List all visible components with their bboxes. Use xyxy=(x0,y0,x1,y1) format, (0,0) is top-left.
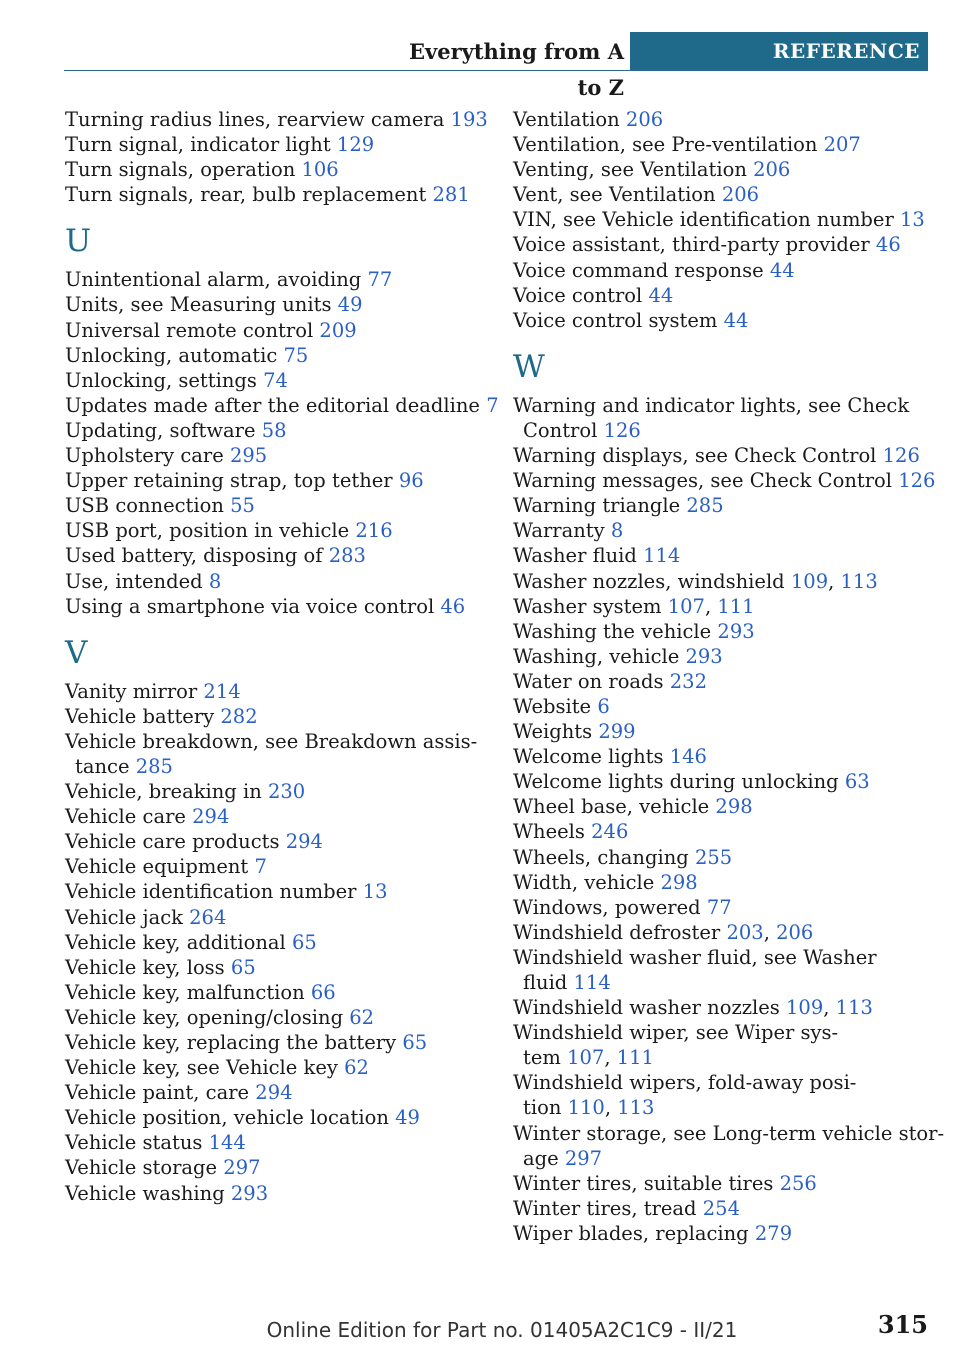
page-reference-link[interactable]: 206 xyxy=(776,920,814,944)
page-reference-link[interactable]: 13 xyxy=(899,208,925,232)
index-entry xyxy=(65,779,485,804)
page-reference-link[interactable]: 297 xyxy=(223,1156,261,1180)
page-reference-link[interactable]: 283 xyxy=(328,544,366,568)
header-rule xyxy=(64,70,928,71)
index-entry xyxy=(513,619,933,644)
page-reference-link[interactable]: 216 xyxy=(355,519,393,543)
index-entry-text: Washer system xyxy=(513,594,662,618)
index-entry xyxy=(65,518,485,543)
index-entry-text: Windshield washer nozzles xyxy=(513,996,780,1020)
page-reference-link[interactable]: 109 xyxy=(790,569,829,593)
index-entry xyxy=(513,845,933,870)
index-entry xyxy=(65,292,485,317)
page-reference-link[interactable]: 77 xyxy=(706,895,732,919)
index-entry-text: Upholstery care xyxy=(65,444,224,468)
page-reference-link[interactable]: 129 xyxy=(336,133,375,157)
index-entry-text: Warning and indicator lights, see Check xyxy=(513,393,910,417)
index-entry xyxy=(513,308,933,333)
page-reference-link[interactable]: 264 xyxy=(189,905,227,929)
index-entry xyxy=(513,694,933,719)
index-entry xyxy=(513,468,936,493)
index-entry: Washer nozzles, windshield 109, 113 xyxy=(513,569,878,593)
page-reference-link[interactable]: 110 xyxy=(567,1096,605,1120)
index-entry xyxy=(65,1181,485,1206)
page-reference-link[interactable]: 246 xyxy=(591,820,629,844)
page-reference-link[interactable]: 232 xyxy=(669,669,707,693)
index-entry xyxy=(513,107,933,132)
index-entry xyxy=(65,393,499,418)
page-reference-link[interactable]: 114 xyxy=(573,971,611,994)
index-entry-text: Washing the vehicle xyxy=(513,619,712,643)
index-entry xyxy=(513,518,933,543)
index-entry-text: Weights xyxy=(513,720,593,744)
index-entry xyxy=(513,493,933,518)
index-entry-text: Wheel base, vehicle xyxy=(513,795,710,819)
index-entry-text: Vehicle key, replacing the battery xyxy=(65,1031,397,1054)
index-entry-text: Washer fluid xyxy=(513,544,637,568)
page-reference-link[interactable]: 44 xyxy=(723,308,749,332)
page-reference-link[interactable]: 203 xyxy=(726,920,764,944)
index-entry-text: Vehicle key, see Vehicle key xyxy=(65,1056,338,1080)
index-entry xyxy=(65,368,485,393)
index-entry xyxy=(65,107,488,132)
page-reference-link[interactable]: 214 xyxy=(203,679,241,703)
index-entry-text: Updates made after the editorial deadline xyxy=(65,393,480,417)
page-reference-link[interactable]: 114 xyxy=(643,544,681,568)
page-reference-link[interactable]: 294 xyxy=(192,805,230,829)
index-entry xyxy=(65,157,485,182)
index-entry xyxy=(513,543,933,568)
page-reference-link[interactable]: 282 xyxy=(220,704,258,728)
index-entry xyxy=(65,905,485,930)
index-entry-text: Windshield wipers, fold-away posi- xyxy=(513,1071,857,1095)
index-entry-text: Vehicle storage xyxy=(65,1156,218,1180)
index-entry-text: Vent, see Ventilation xyxy=(513,183,716,207)
page-reference-link[interactable]: 107 xyxy=(567,1046,605,1070)
index-entry-text: Ventilation, see Pre-ventilation xyxy=(513,133,818,157)
index-entry-text: Windows, powered xyxy=(513,895,701,919)
page-reference-link[interactable]: 113 xyxy=(835,996,873,1020)
index-entry-text: Water on roads xyxy=(513,669,664,693)
index-column-right xyxy=(513,107,945,1246)
page-reference-link[interactable]: 146 xyxy=(669,745,707,769)
index-entry-text: Ventilation xyxy=(513,108,620,131)
index-entry-text: Washer nozzles, windshield xyxy=(513,569,785,593)
page-reference-link[interactable]: 77 xyxy=(367,268,393,292)
index-entry xyxy=(65,418,485,443)
page-reference-link[interactable]: 44 xyxy=(648,283,674,307)
index-entry xyxy=(65,679,485,704)
index-entry xyxy=(65,1080,485,1105)
index-entry-text: Vehicle key, additional xyxy=(65,930,286,954)
index-entry-text: Vehicle key, opening/closing xyxy=(65,1005,344,1029)
index-entry xyxy=(513,393,933,443)
index-entry: Windshield washer nozzles 109, 113 xyxy=(513,996,873,1020)
index-entry xyxy=(513,945,933,995)
index-entry xyxy=(513,1121,945,1171)
index-entry xyxy=(513,1196,933,1221)
index-entry-text: USB connection xyxy=(65,494,224,518)
index-entry-text: Vehicle paint, care xyxy=(65,1081,250,1105)
page-reference-link[interactable]: 113 xyxy=(617,1096,655,1120)
index-entry xyxy=(65,594,485,619)
page-reference-link[interactable]: 74 xyxy=(263,368,288,392)
index-entry xyxy=(65,318,485,343)
index-entry xyxy=(65,1055,485,1080)
index-entry-text: Units, see Measuring units xyxy=(65,293,332,317)
page-reference-link[interactable]: 299 xyxy=(598,720,636,744)
index-entry-text: Turn signals, rear, bulb replacement xyxy=(65,183,427,207)
index-entry xyxy=(65,569,485,594)
index-entry xyxy=(65,132,485,157)
page-reference-link[interactable]: 126 xyxy=(882,444,920,468)
index-entry-text: Website xyxy=(513,694,592,718)
index-entry-text: Turn signals, operation xyxy=(65,158,296,182)
index-entry xyxy=(513,182,933,207)
index-entry-text: Warning triangle xyxy=(513,494,681,518)
index-entry xyxy=(513,644,933,669)
index-entry-text: Vehicle, breaking in xyxy=(65,780,262,804)
index-entry-text: Warning messages, see Check Control xyxy=(513,469,893,493)
index-entry-text: Vehicle breakdown, see Breakdown assis- xyxy=(65,729,478,753)
index-entry-text: Vehicle jack xyxy=(65,905,183,929)
index-entry-text: Vehicle battery xyxy=(65,704,215,728)
page-reference-link[interactable]: 8 xyxy=(610,519,624,543)
index-entry xyxy=(513,207,933,232)
index-entry-text: fluid xyxy=(523,971,568,994)
index-entry-text: Venting, see Ventilation xyxy=(513,158,747,182)
index-entry-text: Welcome lights during unlocking xyxy=(513,770,839,794)
index-entry-text: Vanity mirror xyxy=(65,679,198,703)
index-entry xyxy=(513,870,933,895)
index-entry xyxy=(65,443,485,468)
index-entry-text: Welcome lights xyxy=(513,745,664,769)
index-entry xyxy=(65,182,485,207)
page-reference-link[interactable]: 65 xyxy=(402,1031,428,1054)
index-entry xyxy=(65,930,485,955)
index-entry-text: Control xyxy=(523,418,598,442)
page-reference-link[interactable]: 209 xyxy=(319,318,357,342)
page-reference-link[interactable]: 46 xyxy=(440,594,466,618)
index-entry xyxy=(65,829,485,854)
index-entry: Washer system 107, 111 xyxy=(513,594,755,618)
index-entry-text: Unlocking, settings xyxy=(65,368,257,392)
index-entry-text: Winter tires, suitable tires xyxy=(513,1171,774,1195)
page-reference-link[interactable]: 279 xyxy=(754,1221,793,1245)
index-entry xyxy=(65,804,485,829)
index-entry xyxy=(513,1221,933,1246)
index-entry xyxy=(65,1030,485,1055)
index-entry-text: Windshield wiper, see Wiper sys- xyxy=(513,1021,839,1045)
index-entry xyxy=(513,895,933,920)
index-entry xyxy=(65,543,485,568)
page-reference-link[interactable]: 285 xyxy=(135,754,173,778)
page-reference-link[interactable]: 293 xyxy=(685,644,723,668)
page-reference-link[interactable]: 297 xyxy=(564,1146,603,1170)
index-entry-text: Turning radius lines, rearview camera xyxy=(65,108,445,131)
index-entry-text: Unintentional alarm, avoiding xyxy=(65,268,362,292)
page-reference-link[interactable]: 49 xyxy=(395,1106,420,1130)
index-entry-text: VIN, see Vehicle identification number xyxy=(513,208,894,232)
page-reference-link[interactable]: 66 xyxy=(310,980,336,1004)
index-entry-text: Using a smartphone via voice control xyxy=(65,594,435,618)
section-letter: W xyxy=(513,348,545,385)
page-reference-link[interactable]: 111 xyxy=(717,594,755,618)
page-reference-link[interactable]: 298 xyxy=(660,870,698,894)
index-entry xyxy=(513,1171,933,1196)
index-entry-text: Vehicle washing xyxy=(65,1181,225,1205)
index-entry xyxy=(513,769,933,794)
index-entry-text: Washing, vehicle xyxy=(513,644,680,668)
index-entry-text: Used battery, disposing of xyxy=(65,544,323,568)
index-entry-text: Turn signal, indicator light xyxy=(65,133,331,157)
index-entry-text: Vehicle care xyxy=(65,805,186,829)
index-entry xyxy=(65,729,485,779)
index-entry xyxy=(513,283,933,308)
page-reference-link[interactable]: 107 xyxy=(667,594,705,618)
index-entry xyxy=(65,704,485,729)
index-entry xyxy=(65,854,485,879)
index-entry-text: Vehicle status xyxy=(65,1131,203,1155)
page-reference-link[interactable]: 62 xyxy=(349,1005,375,1029)
index-entry-text: Width, vehicle xyxy=(513,870,655,894)
index-entry-text: Use, intended xyxy=(65,569,203,593)
index-entry xyxy=(513,794,933,819)
index-entry-text: tance xyxy=(75,754,130,778)
index-entry xyxy=(65,879,485,904)
page-reference-link[interactable]: 207 xyxy=(823,133,861,157)
page-reference-link[interactable]: 144 xyxy=(208,1131,246,1155)
page-reference-link[interactable]: 7 xyxy=(486,393,499,417)
index-entry: Windshield defroster 203, 206 xyxy=(513,920,814,944)
page-reference-link[interactable]: 294 xyxy=(255,1081,293,1105)
index-entry-text: tion xyxy=(523,1096,562,1120)
index-entry-text: age xyxy=(523,1146,559,1170)
header-title: Everything from A to Z xyxy=(409,39,624,100)
page-reference-link[interactable]: 65 xyxy=(230,955,256,979)
index-entry xyxy=(65,493,485,518)
page-reference-link[interactable]: 230 xyxy=(267,780,306,804)
index-entry xyxy=(65,1105,485,1130)
index-entry: Windshield wipers, fold-away posi- tion 110, 113 xyxy=(513,1071,857,1120)
page-reference-link[interactable]: 106 xyxy=(301,158,339,182)
page-reference-link[interactable]: 62 xyxy=(344,1056,369,1080)
index-entry-text: Wheels, changing xyxy=(513,845,689,869)
page-reference-link[interactable]: 49 xyxy=(337,293,363,317)
page-reference-link[interactable]: 109 xyxy=(786,996,824,1020)
page-reference-link[interactable]: 96 xyxy=(398,469,424,493)
page-reference-link[interactable]: 206 xyxy=(753,158,791,182)
page-reference-link[interactable]: 75 xyxy=(283,343,309,367)
index-entry-text: Vehicle position, vehicle location xyxy=(65,1106,389,1130)
index-entry-text: USB port, position in vehicle xyxy=(65,519,350,543)
page-reference-link[interactable]: 126 xyxy=(898,469,936,493)
index-entry xyxy=(65,267,485,292)
page-reference-link[interactable]: 293 xyxy=(230,1181,269,1205)
page-reference-link[interactable]: 65 xyxy=(291,930,317,954)
index-entry-text: Voice control system xyxy=(513,308,718,332)
index-entry xyxy=(65,980,485,1005)
index-entry-text: Vehicle key, malfunction xyxy=(65,980,305,1004)
page-reference-link[interactable]: 206 xyxy=(625,108,664,131)
page-reference-link[interactable]: 55 xyxy=(230,494,255,518)
index-entry-text: Warranty xyxy=(513,519,605,543)
index-entry-text: Vehicle care products xyxy=(65,830,280,854)
index-entry xyxy=(513,669,933,694)
page-reference-link[interactable]: 255 xyxy=(694,845,733,869)
page-reference-link[interactable]: 111 xyxy=(616,1046,654,1070)
index-entry-text: Wheels xyxy=(513,820,585,844)
header-section-tab: REFERENCE xyxy=(630,32,928,70)
page-reference-link[interactable]: 6 xyxy=(597,694,610,718)
page-reference-link[interactable]: 58 xyxy=(261,418,287,442)
page-reference-link[interactable]: 113 xyxy=(840,569,878,593)
page-reference-link[interactable]: 193 xyxy=(450,108,488,131)
page-reference-link[interactable]: 256 xyxy=(779,1171,817,1195)
index-entry-text: Upper retaining strap, top tether xyxy=(65,469,393,493)
section-letter: V xyxy=(65,634,88,671)
index-entry-text: Updating, software xyxy=(65,418,256,442)
index-entry xyxy=(513,719,933,744)
index-entry-text: Vehicle key, loss xyxy=(65,955,225,979)
page-reference-link[interactable]: 44 xyxy=(769,258,795,282)
index-entry-text: Unlocking, automatic xyxy=(65,343,278,367)
index-entry-text: Vehicle equipment xyxy=(65,855,249,879)
index-entry xyxy=(513,744,933,769)
page-reference-link[interactable]: 8 xyxy=(208,569,222,593)
page-reference-link[interactable]: 63 xyxy=(844,770,870,794)
page-reference-link[interactable]: 295 xyxy=(229,444,268,468)
page-reference-link[interactable]: 46 xyxy=(875,233,901,257)
page-reference-link[interactable]: 285 xyxy=(686,494,724,518)
index-entry xyxy=(513,258,933,283)
page-number: 315 xyxy=(877,1310,928,1339)
index-entry-text: Voice command response xyxy=(513,258,764,282)
index-entry xyxy=(65,343,485,368)
page-reference-link[interactable]: 293 xyxy=(717,619,755,643)
index-entry-text: Warning displays, see Check Control xyxy=(513,444,877,468)
page-reference-link[interactable]: 13 xyxy=(362,880,388,904)
page-reference-link[interactable]: 206 xyxy=(721,183,760,207)
page-reference-link[interactable]: 298 xyxy=(715,795,753,819)
index-column-left xyxy=(65,107,499,1206)
index-entry-text: Windshield defroster xyxy=(513,920,721,944)
index-entry: Windshield wiper, see Wiper sys- tem 107, 111 xyxy=(513,1021,839,1070)
index-entry xyxy=(513,157,933,182)
index-entry xyxy=(513,819,933,844)
index-entry-text: tem xyxy=(523,1046,561,1070)
index-entry-text: Voice control xyxy=(513,283,643,307)
index-entry-text: Windshield washer fluid, see Washer xyxy=(513,945,877,969)
index-entry xyxy=(513,443,933,468)
section-letter: U xyxy=(65,223,92,260)
index-entry-text: Universal remote control xyxy=(65,318,314,342)
footer-edition: Online Edition for Part no. 01405A2C1C9 - II/21 xyxy=(266,1318,738,1342)
index-entry xyxy=(65,1005,485,1030)
page-reference-link[interactable]: 126 xyxy=(603,418,641,442)
index-entry-text: Wiper blades, replacing xyxy=(513,1221,749,1245)
index-entry-text: Winter tires, tread xyxy=(513,1196,697,1220)
index-entry xyxy=(65,1130,485,1155)
index-entry xyxy=(65,955,485,980)
index-entry-text: Vehicle identification number xyxy=(65,880,357,904)
index-entry-text: Winter storage, see Long-term vehicle stor- xyxy=(513,1121,945,1145)
index-entry xyxy=(513,132,933,157)
index-entry-text: Voice assistant, third-party provider xyxy=(513,233,870,257)
page-reference-link[interactable]: 7 xyxy=(254,855,267,879)
page-reference-link[interactable]: 281 xyxy=(432,183,470,207)
index-entry xyxy=(513,232,933,257)
page-reference-link[interactable]: 254 xyxy=(702,1196,740,1220)
page-reference-link[interactable]: 294 xyxy=(285,830,323,854)
index-entry xyxy=(65,468,485,493)
index-entry xyxy=(65,1155,485,1180)
